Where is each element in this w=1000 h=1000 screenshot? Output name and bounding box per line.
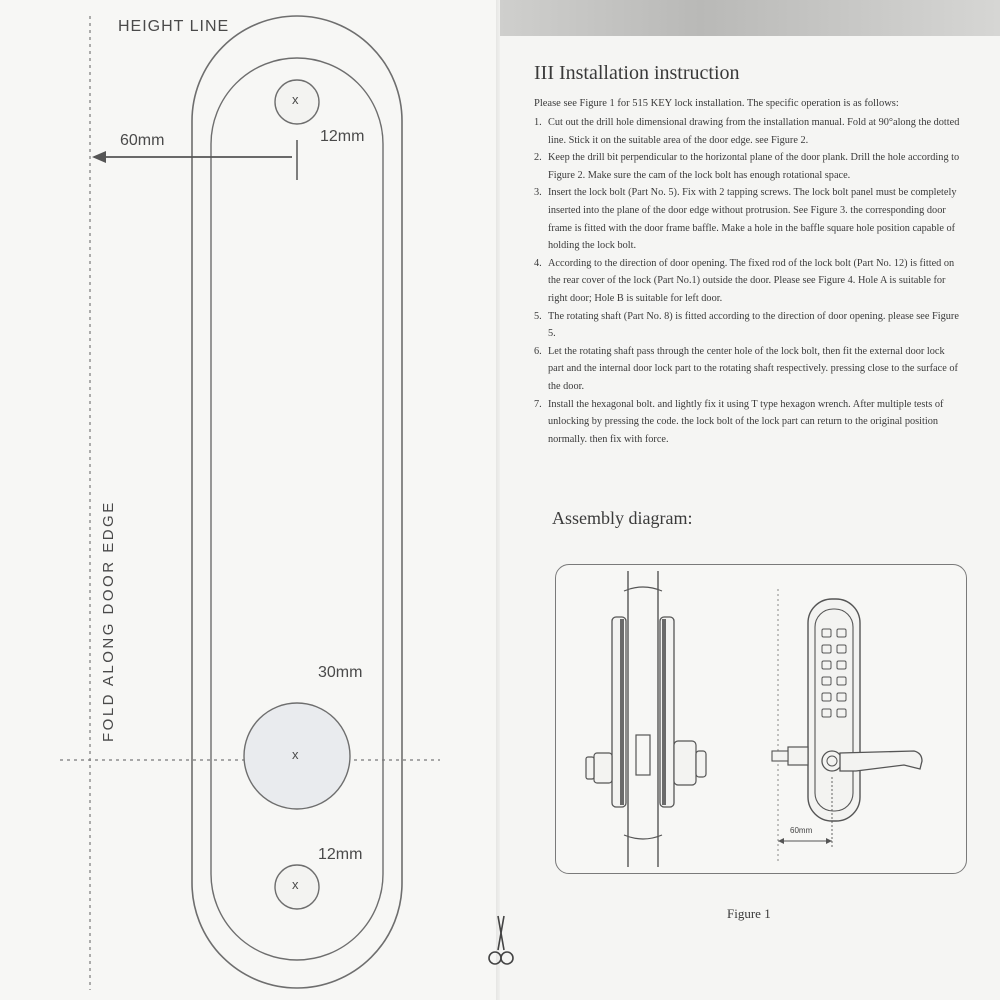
dim-12mm-top-label: 12mm — [320, 128, 365, 145]
scissors-icon — [486, 912, 516, 972]
fig-dim-60-arrow-right — [826, 838, 832, 844]
figure-1-caption: Figure 1 — [727, 906, 771, 921]
step-item: 4. According to the direction of door opening. The fixed rod of the lock bolt (Part No. 12) is fitted on the rear cover of the lock (Part No.1) outside the door. Please see Figure 4. Hole A is suitable for right door; Hole B is suitable for left door. — [534, 257, 955, 304]
lever-handle — [840, 751, 922, 771]
dim-30mm-label: 30mm — [318, 664, 363, 681]
section-title: III Installation instruction — [534, 62, 740, 84]
dim-60mm-label: 60mm — [120, 132, 165, 149]
step-item: 3. Insert the lock bolt (Part No. 5). Fix with 2 tapping screws. The lock bolt panel must be completely inserted into the plane of the door edge without protrusion. See Figure 3. the corresponding door frame is fitted with the door frame baffle. Make a hole in the baffle square hole position capable of holding the lock bolt. — [534, 187, 957, 252]
internal-knob — [674, 741, 696, 785]
height-line-label: HEIGHT LINE — [118, 18, 230, 35]
latch-tongue — [772, 751, 788, 761]
hole-mark-center: x — [292, 747, 299, 762]
dim-12mm-bottom-label: 12mm — [318, 846, 363, 863]
external-knob-cap — [586, 757, 594, 779]
dim-60-arrow-head — [92, 151, 106, 163]
step-item: 5. The rotating shaft (Part No. 8) is fitted according to the direction of door opening. please see Figure 5. — [534, 310, 959, 340]
instruction-steps — [534, 114, 962, 448]
hole-mark-top: x — [292, 92, 299, 107]
step-item: 7. Install the hexagonal bolt. and lightly fix it using T type hexagon wrench. After multiple tests of unlocking by pressing the code. the lock bolt of the lock part can return to the original position normally. then fix with force. — [534, 398, 944, 445]
hole-mark-bottom: x — [292, 877, 299, 892]
fig-dim-60-arrow-left — [778, 838, 784, 844]
assembly-drawing — [556, 565, 966, 873]
intro-text: Please see Figure 1 for 515 KEY lock installation. The specific operation is as follows: — [534, 98, 899, 109]
internal-plate-edge — [662, 619, 666, 805]
template-inner-outline — [211, 58, 383, 960]
keypad-lock-outer — [808, 599, 860, 821]
external-plate-edge — [620, 619, 624, 805]
door-break-bottom — [624, 835, 662, 839]
latch-bolt — [636, 735, 650, 775]
figure-60mm-label: 60mm — [790, 826, 813, 835]
page-top-shadow — [500, 0, 1000, 36]
step-item: 2. Keep the drill bit perpendicular to the horizontal plane of the door plank. Drill the hole according to Figure 2. Make sure the cam of the lock bolt has enough rotational space. — [534, 152, 960, 181]
assembly-diagram-title: Assembly diagram: — [552, 508, 693, 528]
figure-1-box — [555, 564, 967, 874]
step-item: 1. Cut out the drill hole dimensional drawing from the installation manual. Fold at 90°along the dotted line. Stick it on the suitable area of the door edge. see Figure 2. — [534, 117, 960, 146]
external-knob — [594, 753, 612, 783]
lock-cylinder — [822, 751, 842, 771]
latch-bolt-front — [788, 747, 808, 765]
step-item: 6. Let the rotating shaft pass through the center hole of the lock bolt, then fit the external door lock part and the internal door lock part to the rotating shaft respectively. pressing close to the surface of the door. — [534, 345, 958, 392]
internal-knob-cap — [696, 751, 706, 777]
fold-along-door-edge-label: FOLD ALONG DOOR EDGE — [100, 500, 117, 742]
door-break-top — [624, 587, 662, 591]
